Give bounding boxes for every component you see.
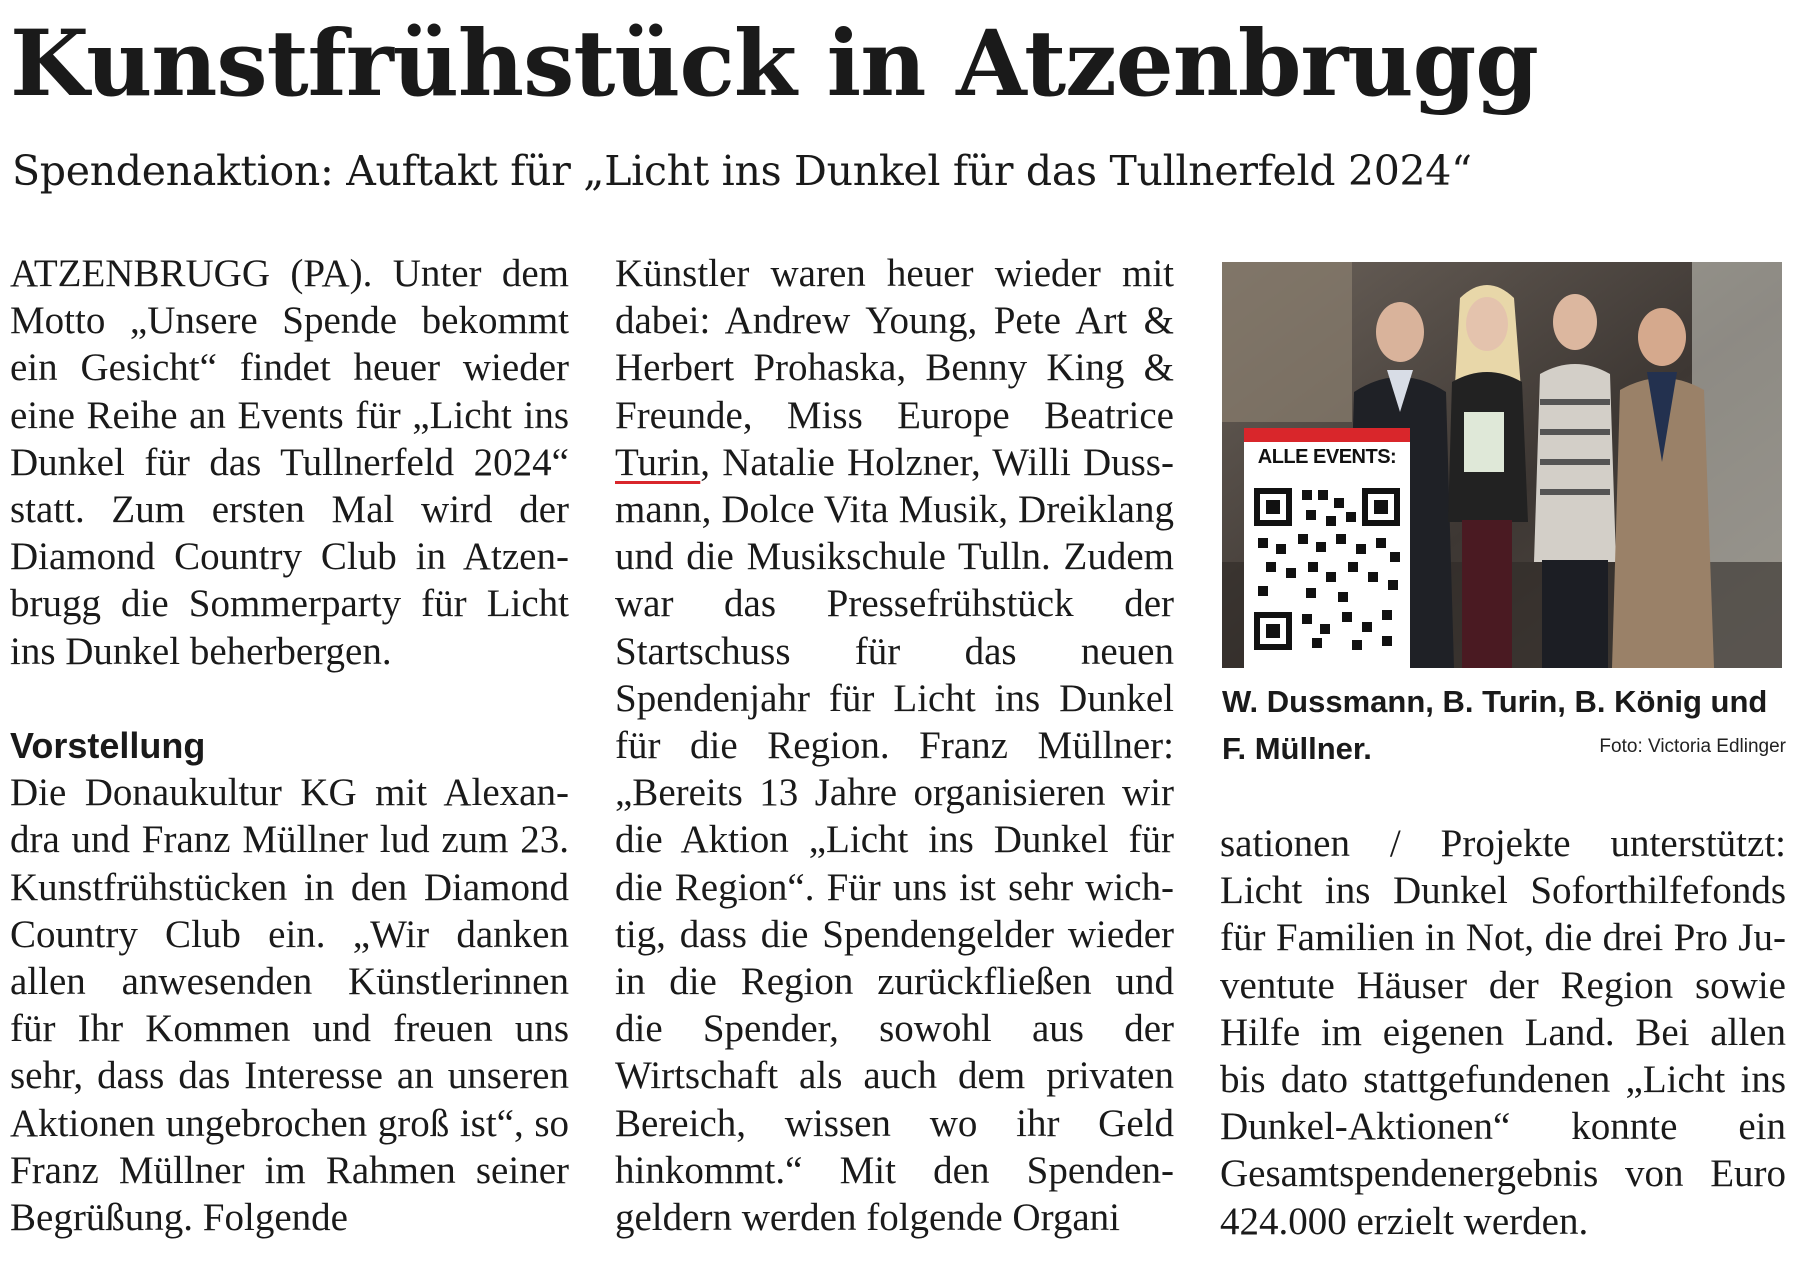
intro-paragraph: ATZENBRUGG (PA). Unter dem Motto „Unsere Spende bekommt ein Gesicht“ findet heuer wieder eine Reihe an Events für „Licht ins Dunkel für das Tullnerfeld 2024“ statt. Zum ersten Mal wird der Diamond Country Club in Atzenbrugg die Sommerparty für Licht ins Dunkel beherbergen.	[10, 252, 569, 673]
photo-credit: Foto: Victoria Edlinger	[1599, 736, 1786, 757]
photo-caption: W. Dussmann, B. Turin, B. König und F. Müllner.	[1222, 684, 1768, 766]
column-1	[10, 250, 569, 1241]
paragraph-spacer	[10, 675, 569, 722]
body-paragraph-end: sationen / Projekte unterstützt: Licht ins Dunkel Soforthilfefonds für Familien in Not, die drei Pro Juventute Häuser der Region sowie Hilfe im eigenen Land. Bei allen bis dato stattgefundenen „Licht ins Dunkel-Aktionen“ konnte ein Gesamtspendenergebnis von Euro 424.000 erzielt werden.	[1220, 822, 1786, 1243]
column-3	[1220, 820, 1786, 1245]
qr-red-bar	[1244, 428, 1410, 442]
text-segment: Künstler waren heuer wieder mit dabei: Andrew Young, Pete Art & Herbert Prohaska, Benny King & Freunde, Miss Europe Beatrice	[615, 252, 1174, 437]
subheadline: Spendenaktion: Auftakt für „Licht ins Dunkel für das Tullnerfeld 2024“	[12, 147, 1472, 195]
article-photo	[1222, 262, 1782, 668]
text-segment: , Natalie Holzner, Willi Dussmann, Dolce Vita Musik, Dreiklang und die Musikschule Tulln. Zudem war das Pressefrühstück der Startschuss für das neuen Spendenjahr für Licht ins Dunkel für die Region. Franz Müllner: „Bereits 13 Jahre organisieren wir die Aktion „Licht ins Dunkel für die Region“. Für uns ist sehr wichtig, dass die Spendengelder wieder in die Region zurückfließen und die Spender, sowohl aus der Wirtschaft als auch dem privaten Bereich, wissen wo ihr Geld hinkommt.“ Mit den Spendengeldern werden folgende Organi	[615, 440, 1174, 1240]
headline: Kunstfrühstück in Atzenbrugg	[10, 11, 1538, 117]
qr-label: ALLE EVENTS:	[1257, 446, 1397, 468]
underlined-name: Turin	[615, 440, 701, 484]
section-heading: Vorstellung	[10, 725, 206, 767]
body-paragraph-continued	[615, 250, 1174, 1241]
body-paragraph: Die Donaukultur KG mit Alexandra und Franz Müllner lud zum 23. Kunstfrühstücken in den Diamond Country Club ein. „Wir danken allen anwesenden Künstlerinnen für Ihr Kommen und freuen uns sehr, dass das Interesse an unseren Aktionen ungebrochen groß ist“, so Franz Müllner im Rahmen seiner Begrüßung. Folgende	[10, 771, 569, 1240]
column-2	[615, 250, 1174, 1241]
